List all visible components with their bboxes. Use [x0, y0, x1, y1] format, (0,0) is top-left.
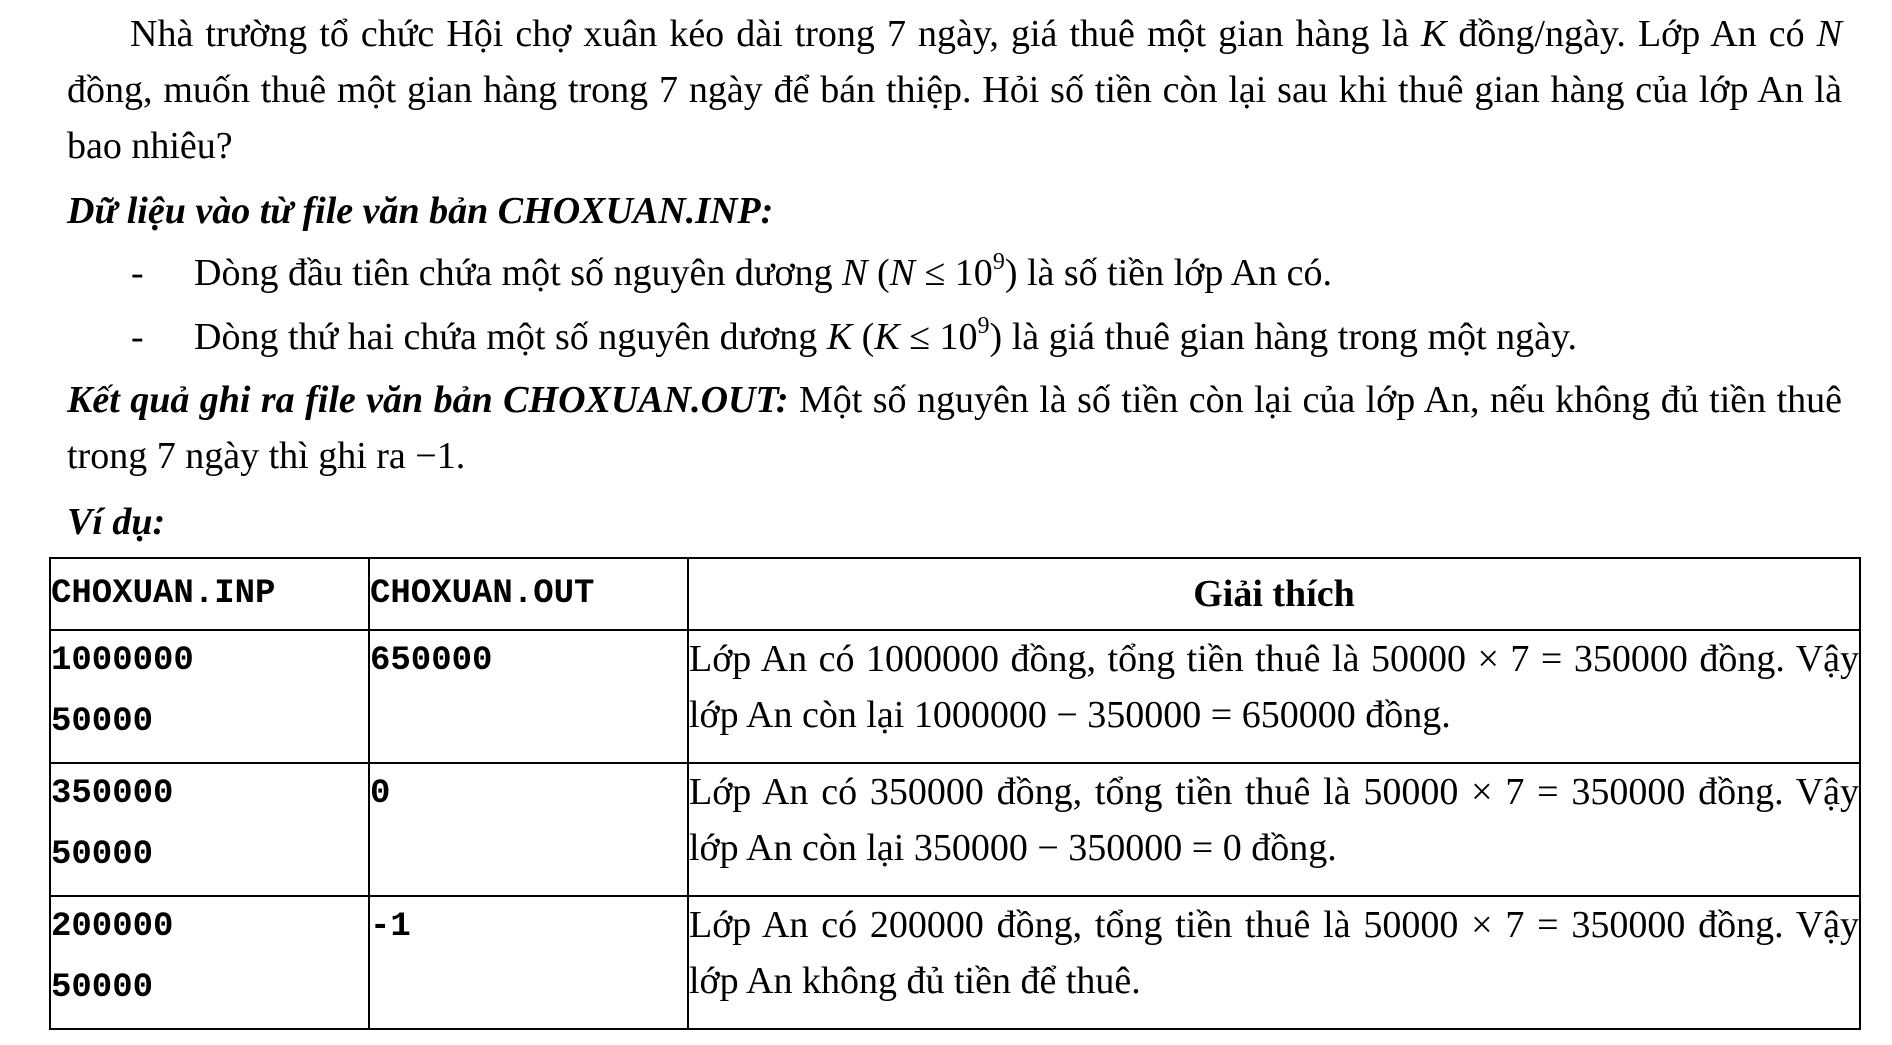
- example-table: [49, 557, 1861, 1030]
- input-cell: [50, 763, 369, 896]
- input-heading: Dữ liệu vào từ file văn bản CHOXUAN.INP:: [67, 190, 774, 232]
- input-line: 350000: [51, 775, 174, 813]
- table-row: [50, 763, 1860, 896]
- bullet-var: K: [826, 316, 853, 358]
- intro-text-3: đồng, muốn thuê một gian hàng trong 7 ngày để bán thiệp. Hỏi số tiền còn lại sau khi thuê gian hàng của lớp An là bao nhiêu?: [67, 69, 1842, 167]
- bullet-text-after: là số tiền lớp An có.: [1017, 252, 1333, 294]
- bullet-cond-var: N: [889, 252, 915, 294]
- table-row: [50, 896, 1860, 1029]
- var-n: N: [1816, 13, 1842, 55]
- header-input: CHOXUAN.INP: [50, 558, 369, 630]
- output-text: Một số nguyên là số tiền còn lại của lớp An, nếu không đủ tiền thuê trong 7 ngày thì ghi ra −1.: [67, 379, 1842, 477]
- bullet-cond-close: ): [989, 316, 1003, 358]
- output-cell: [369, 763, 688, 896]
- input-line: 1000000: [51, 642, 194, 680]
- bullet-cond-open: (: [867, 252, 890, 294]
- intro-text-2: đồng/ngày. Lớp An có: [1446, 13, 1817, 55]
- input-line: 50000: [51, 969, 154, 1007]
- bullet-dash: -: [131, 316, 144, 358]
- input-line: 50000: [51, 836, 154, 874]
- output-cell: [369, 630, 688, 763]
- explanation-cell: Lớp An có 1000000 đồng, tổng tiền thuê là 50000 × 7 = 350000 đồng. Vậy lớp An còn lại 1000000 − 350000 = 650000 đồng.: [688, 630, 1860, 763]
- input-line: 50000: [51, 703, 154, 741]
- table-header-row: [50, 558, 1860, 630]
- table-row: [50, 630, 1860, 763]
- output-cell: [369, 896, 688, 1029]
- var-k: K: [1421, 13, 1447, 55]
- output-description: [67, 372, 1842, 484]
- bullet-text-after: là giá thuê gian hàng trong một ngày.: [1002, 316, 1577, 358]
- bullet-cond-op: ≤ 10: [914, 252, 993, 294]
- header-output: CHOXUAN.OUT: [369, 558, 688, 630]
- output-heading: Kết quả ghi ra file văn bản CHOXUAN.OUT:: [67, 379, 789, 421]
- bullet-var: N: [842, 252, 868, 294]
- explanation-cell: Lớp An có 200000 đồng, tổng tiền thuê là 50000 × 7 = 350000 đồng. Vậy lớp An không đủ tiền để thuê.: [688, 896, 1860, 1029]
- input-cell: [50, 630, 369, 763]
- output-value: 650000: [370, 642, 493, 680]
- problem-statement: [67, 6, 1842, 174]
- header-explanation: Giải thích: [688, 558, 1860, 630]
- output-value: -1: [370, 908, 411, 946]
- example-label: Ví dụ:: [67, 501, 166, 543]
- intro-text-1: Nhà trường tổ chức Hội chợ xuân kéo dài trong 7 ngày, giá thuê một gian hàng là: [130, 13, 1422, 55]
- bullet-cond-open: (: [852, 316, 875, 358]
- bullet-text: [194, 309, 1577, 365]
- input-line: 200000: [51, 908, 174, 946]
- bullet-cond-exp: 9: [977, 313, 990, 339]
- input-cell: [50, 896, 369, 1029]
- output-value: 0: [370, 775, 391, 813]
- bullet-cond-close: ): [1004, 252, 1018, 294]
- bullet-cond-exp: 9: [992, 249, 1005, 275]
- bullet-text: [194, 245, 1332, 301]
- bullet-text-before: Dòng đầu tiên chứa một số nguyên dương: [194, 252, 843, 294]
- bullet-cond-op: ≤ 10: [899, 316, 978, 358]
- explanation-cell: Lớp An có 350000 đồng, tổng tiền thuê là 50000 × 7 = 350000 đồng. Vậy lớp An còn lại 350000 − 350000 = 0 đồng.: [688, 763, 1860, 896]
- bullet-text-before: Dòng thứ hai chứa một số nguyên dương: [194, 316, 827, 358]
- bullet-cond-var: K: [874, 316, 900, 358]
- bullet-dash: -: [131, 252, 144, 294]
